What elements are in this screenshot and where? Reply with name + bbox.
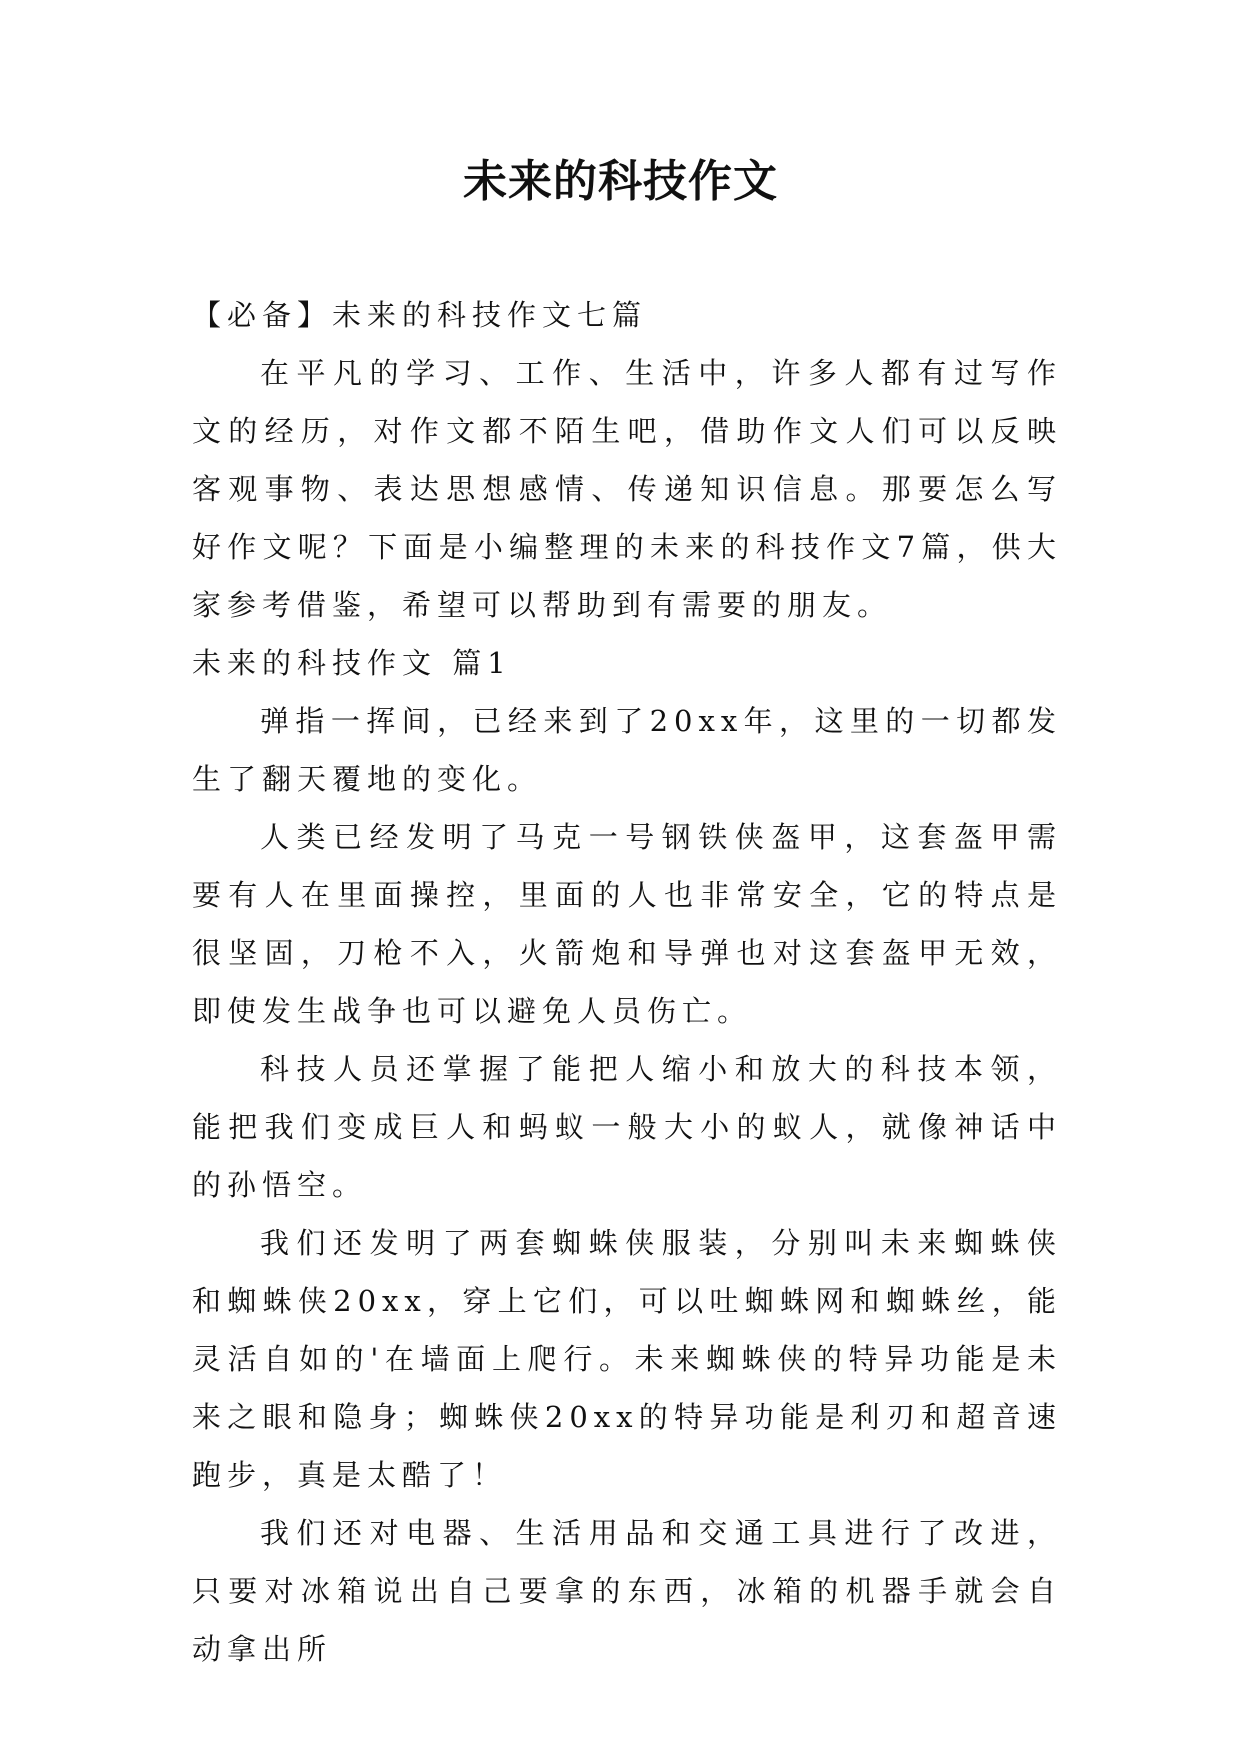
subtitle-line: 【必备】未来的科技作文七篇 bbox=[192, 298, 648, 332]
body-paragraph: 我们还发明了两套蜘蛛侠服装，分别叫未来蜘蛛侠和蜘蛛侠20xx，穿上它们，可以吐蜘蛛网和蜘蛛丝，能灵活自如的'在墙面上爬行。未来蜘蛛侠的特异功能是未来之眼和隐身；蜘蛛侠20xx的特异功能是利刃和超音速跑步，真是太酷了！ bbox=[192, 1226, 1062, 1492]
body-paragraph: 我们还对电器、生活用品和交通工具进行了改进，只要对冰箱说出自己要拿的东西，冰箱的机器手就会自动拿出所 bbox=[192, 1516, 1062, 1666]
document-body bbox=[192, 286, 1062, 1678]
section-heading: 未来的科技作文 篇1 bbox=[192, 646, 512, 680]
body-paragraph: 弹指一挥间，已经来到了20xx年，这里的一切都发生了翻天覆地的变化。 bbox=[192, 704, 1062, 796]
document-title: 未来的科技作文 bbox=[463, 156, 778, 207]
intro-paragraph: 在平凡的学习、工作、生活中，许多人都有过写作文的经历，对作文都不陌生吧，借助作文人们可以反映客观事物、表达思想感情、传递知识信息。那要怎么写好作文呢？下面是小编整理的未来的科技作文7篇，供大家参考借鉴，希望可以帮助到有需要的朋友。 bbox=[192, 356, 1062, 622]
body-paragraph: 人类已经发明了马克一号钢铁侠盔甲，这套盔甲需要有人在里面操控，里面的人也非常安全，它的特点是很坚固，刀枪不入，火箭炮和导弹也对这套盔甲无效，即使发生战争也可以避免人员伤亡。 bbox=[192, 820, 1062, 1028]
body-paragraph: 科技人员还掌握了能把人缩小和放大的科技本领，能把我们变成巨人和蚂蚁一般大小的蚁人，就像神话中的孙悟空。 bbox=[192, 1052, 1062, 1202]
